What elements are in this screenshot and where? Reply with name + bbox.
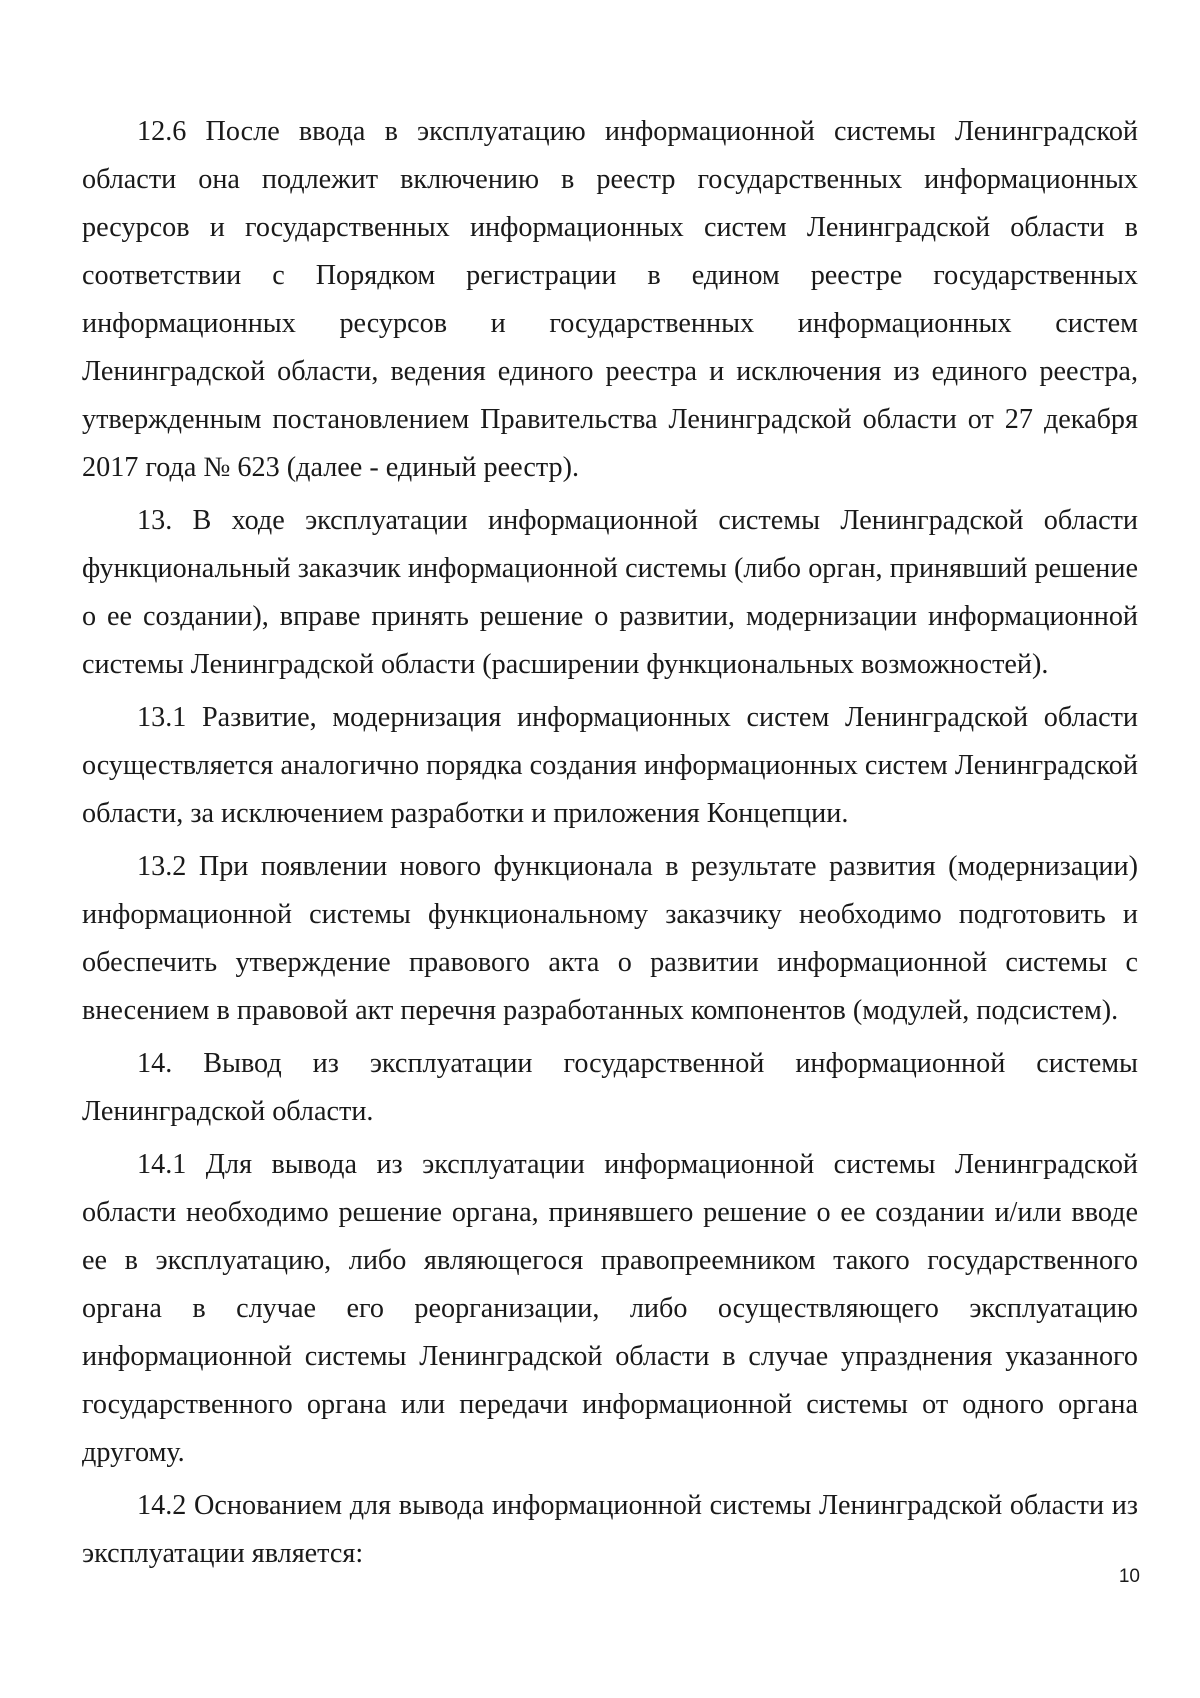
paragraph-13: 13. В ходе эксплуатации информационной системы Ленинградской области функциональный заказчик информационной системы (либо орган, принявший решение о ее создании), вправе принять решение о развитии, модернизации информационной системы Ленинградской области (расширении функциональных возможностей).	[82, 505, 1138, 680]
paragraph-14: 14. Вывод из эксплуатации государственной информационной системы Ленинградской области.	[82, 1048, 1138, 1127]
paragraph-13-1: 13.1 Развитие, модернизация информационных систем Ленинградской области осуществляется аналогично порядка создания информационных систем Ленинградской области, за исключением разработки и приложения Концепции.	[82, 702, 1138, 829]
paragraph-14-1: 14.1 Для вывода из эксплуатации информационной системы Ленинградской области необходимо решение органа, принявшего решение о ее создании и/или вводе ее в эксплуатацию, либо являющегося правопреемником такого государственного органа в случае его реорганизации, либо осуществляющего эксплуатацию информационной системы Ленинградской области в случае упразднения указанного государственного органа или передачи информационной системы от одного органа другому.	[82, 1149, 1138, 1468]
document-body	[82, 108, 1138, 1583]
paragraph-12-6: 12.6 После ввода в эксплуатацию информационной системы Ленинградской области она подлежит включению в реестр государственных информационных ресурсов и государственных информационных систем Ленинградской области в соответствии с Порядком регистрации в едином реестре государственных информационных ресурсов и государственных информационных систем Ленинградской области, ведения единого реестра и исключения из единого реестра, утвержденным постановлением Правительства Ленинградской области от 27 декабря 2017 года № 623 (далее - единый реестр).	[82, 116, 1138, 483]
page-number: 10	[1118, 1566, 1140, 1587]
paragraph-14-2: 14.2 Основанием для вывода информационной системы Ленинградской области из эксплуатации является:	[82, 1490, 1138, 1569]
paragraph-13-2: 13.2 При появлении нового функционала в результате развития (модернизации) информационной системы функциональному заказчику необходимо подготовить и обеспечить утверждение правового акта о развитии информационной системы с внесением в правовой акт перечня разработанных компонентов (модулей, подсистем).	[82, 851, 1138, 1026]
